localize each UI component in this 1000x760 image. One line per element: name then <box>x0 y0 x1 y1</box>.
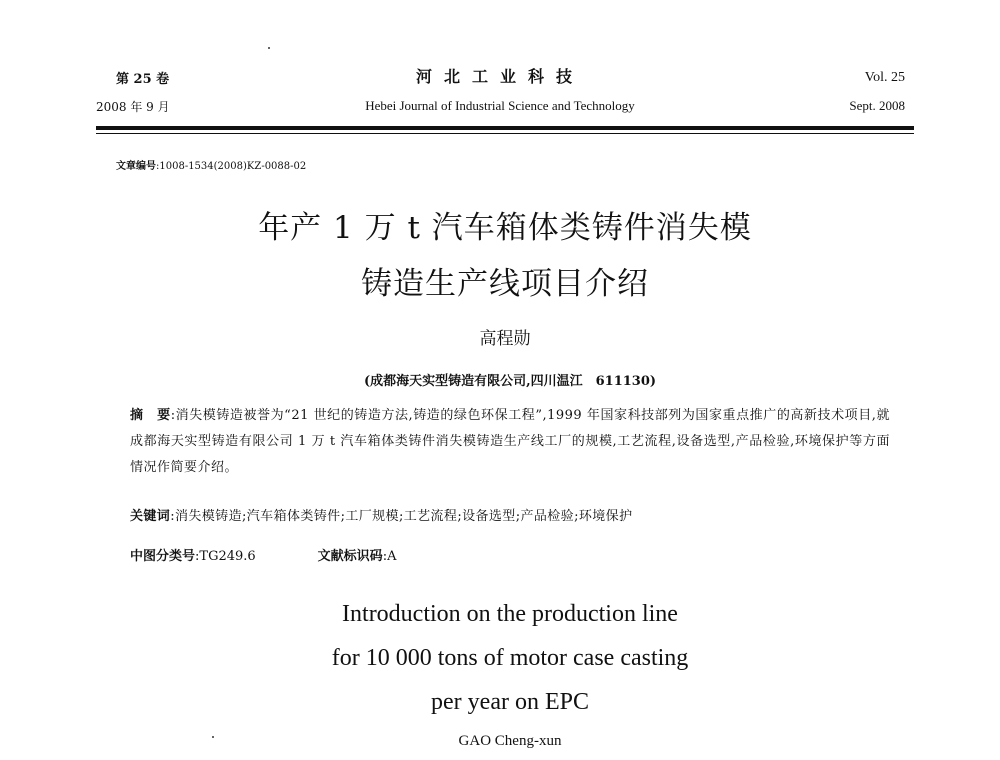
volume-number-en: Vol. 25 <box>864 70 905 85</box>
header-rule-thick <box>96 126 914 130</box>
issue-date-en: Sept. 2008 <box>849 98 905 113</box>
abstract-label: 摘 要 <box>130 408 171 423</box>
document-code-value: :A <box>382 549 397 564</box>
volume-number-cn: 第 25 卷 <box>116 72 170 87</box>
article-number-label: 文章编号 <box>116 161 156 172</box>
header-rule-thin <box>96 133 914 134</box>
author-name-cn: 高程勋 <box>479 329 531 349</box>
author-name-en: GAO Cheng-xun <box>458 733 562 749</box>
title-en-line-1: Introduction on the production line <box>342 601 678 627</box>
journal-title-en: Hebei Journal of Industrial Science and Technology <box>365 98 635 113</box>
abstract <box>130 403 890 481</box>
abstract-text: :消失模铸造被誉为“21 世纪的铸造方法,铸造的绿色环保工程”,1999 年国家科技部列为国家重点推广的高新技术项目,就成都海天实型铸造有限公司 1 万 t 汽车箱体类铸件消失模铸造生产线工厂的规模,工艺流程,设备选型,产品检验,环境保护等方面情况作简要介绍。 <box>130 408 890 475</box>
keywords-text: :消失模铸造;汽车箱体类铸件;工厂规模;工艺流程;设备选型;产品检验;环境保护 <box>170 509 633 524</box>
clc-number-label: 中图分类号 <box>130 549 196 564</box>
author-affiliation-cn: (成都海天实型铸造有限公司,四川温江 611130) <box>363 374 657 389</box>
document-code-label: 文献标识码 <box>317 549 383 564</box>
title-cn-line-1: 年产 1 万 t 汽车箱体类铸件消失模 <box>258 210 752 246</box>
article-number-value: :1008-1534(2008)KZ-0088-02 <box>156 161 307 172</box>
clc-number-value: :TG249.6 <box>195 549 256 564</box>
article-number <box>116 157 306 172</box>
title-cn-line-2: 铸造生产线项目介绍 <box>361 266 649 302</box>
title-en-line-2: for 10 000 tons of motor case casting <box>331 645 689 671</box>
title-en-line-3: per year on EPC <box>431 689 589 715</box>
classification-row <box>130 545 396 564</box>
keywords-label: 关键词 <box>130 509 171 524</box>
scan-speck <box>268 47 270 49</box>
journal-title-cn: 河北工业科技 <box>415 67 584 86</box>
issue-date-cn: 2008 年 9 月 <box>96 100 170 114</box>
keywords <box>130 505 900 524</box>
scan-speck <box>212 736 214 738</box>
